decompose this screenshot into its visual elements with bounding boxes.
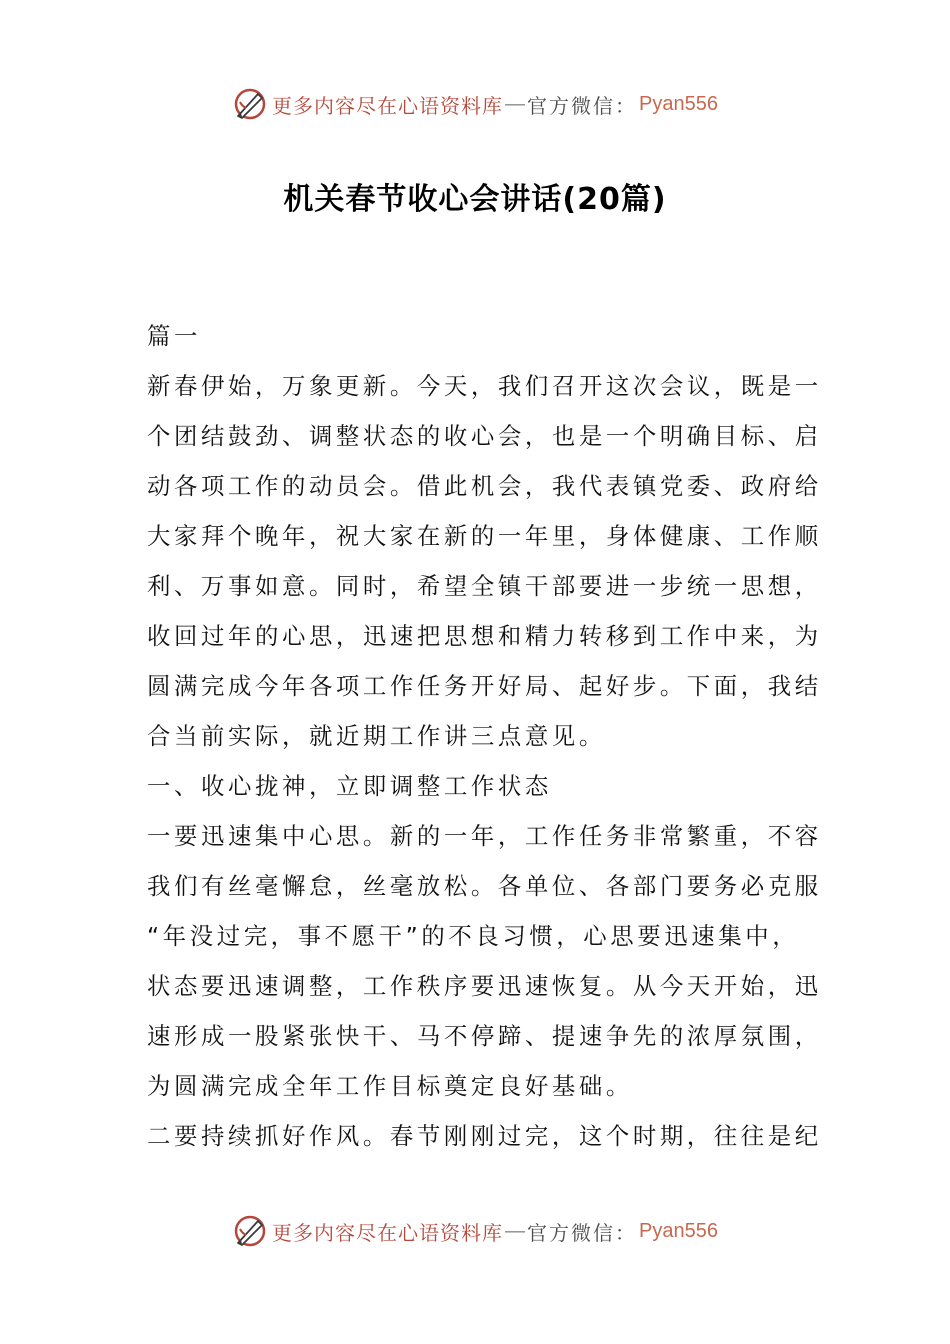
body-line: 大家拜个晚年，祝大家在新的一年里，身体健康、工作顺	[147, 522, 822, 550]
section-heading: 篇一	[147, 322, 201, 350]
banner-wechat-id: Pyan556	[639, 1219, 718, 1242]
document-title: 机关春节收心会讲话(20篇)	[283, 182, 667, 217]
banner-tagline: 更多内容尽在心语资料库	[272, 1220, 504, 1245]
body-line: 合当前实际，就近期工作讲三点意见。	[147, 722, 606, 750]
banner-wechat-label: 官方微信：	[527, 1220, 638, 1245]
body-line: 圆满完成今年各项工作任务开好局、起好步。下面，我结	[147, 672, 822, 700]
banner-dash: —	[505, 92, 526, 115]
banner-wechat-id: Pyan556	[639, 92, 718, 115]
body-line: 我们有丝毫懈怠，丝毫放松。各单位、各部门要务必克服	[147, 872, 822, 900]
pen-logo-icon	[232, 1213, 268, 1249]
document-body	[147, 311, 822, 1161]
body-line: 二要持续抓好作风。春节刚刚过完，这个时期，往往是纪	[147, 1122, 822, 1150]
body-line: 收回过年的心思，迅速把思想和精力转移到工作中来，为	[147, 622, 822, 650]
header-banner	[0, 84, 950, 124]
body-line: “年没过完，事不愿干”的不良习惯，心思要迅速集中，	[147, 922, 800, 950]
footer-banner	[0, 1211, 950, 1251]
body-line: 利、万事如意。同时，希望全镇干部要进一步统一思想，	[147, 572, 822, 600]
banner-wechat-label: 官方微信：	[527, 93, 638, 118]
banner-dash: —	[505, 1219, 526, 1242]
subsection-heading: 一、收心拢神，立即调整工作状态	[147, 772, 552, 800]
banner-tagline: 更多内容尽在心语资料库	[272, 93, 504, 118]
body-line: 新春伊始，万象更新。今天，我们召开这次会议，既是一	[147, 372, 822, 400]
body-line: 状态要迅速调整，工作秩序要迅速恢复。从今天开始，迅	[147, 972, 822, 1000]
body-line: 速形成一股紧张快干、马不停蹄、提速争先的浓厚氛围，	[147, 1022, 822, 1050]
body-line: 为圆满完成全年工作目标奠定良好基础。	[147, 1072, 633, 1100]
body-line: 一要迅速集中心思。新的一年，工作任务非常繁重，不容	[147, 822, 822, 850]
pen-logo-icon	[232, 86, 268, 122]
body-line: 动各项工作的动员会。借此机会，我代表镇党委、政府给	[147, 472, 822, 500]
body-line: 个团结鼓劲、调整状态的收心会，也是一个明确目标、启	[147, 422, 822, 450]
